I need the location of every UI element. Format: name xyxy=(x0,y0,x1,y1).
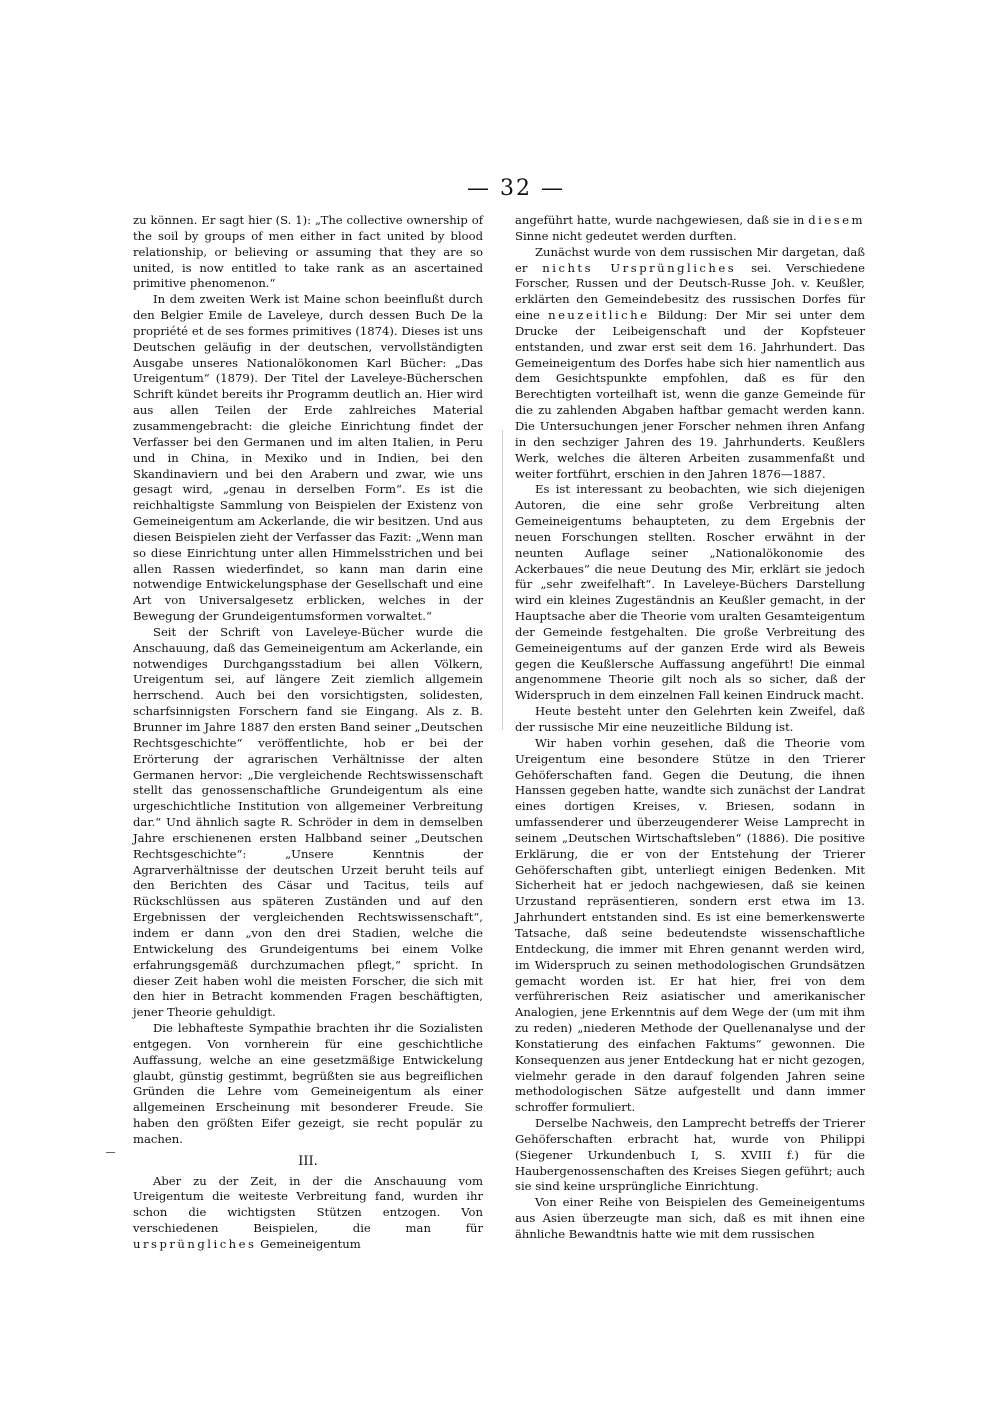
paragraph: Derselbe Nachweis, den Lamprecht betreffs der Trierer Gehöferschaften erbracht hat, wurde von Philippi (Siegener Urkundenbuch I, S. XVIII f.) für die Haubergenossenschaften des Kreises Siegen geführt; auch sie sind keine ursprüngliche Einrichtung. xyxy=(515,1116,865,1194)
text-run: Sinne nicht gedeutet werden durften. xyxy=(515,228,737,243)
emphasis-spaced: neuzeitliche xyxy=(548,308,650,323)
section-heading: III. xyxy=(298,1153,318,1169)
paragraph: Die lebhafteste Sympathie brachten ihr die Sozialisten entgegen. Von vornherein für eine geschichtliche Auffassung, welche an eine gesetzmäßige Entwickelung glaubt, günstig gestimmt, begrüßten sie aus begreiflichen Gründen die Lehre vom Gemeineigentum als einer allgemeinen Erscheinung mit besonderer Freude. Sie haben den größten Eifer gezeigt, sie recht populär zu machen. xyxy=(133,1021,483,1146)
paragraph: Seit der Schrift von Laveleye-Bücher wurde die Anschauung, daß das Gemeineigentum am Ackerlande, ein notwendiges Durchgangsstadium bei allen Völkern, Ureigentum sei, auf längere Zeit ziemlich allgemein herrschend. Auch bei den vorsichtigsten, solidesten, scharfsinnigsten Forschern fand sie Eingang. Als z. B. Brunner im Jahre 1887 den ersten Band seiner „Deutschen Rechtsgeschichte“ veröffentlichte, hob er bei der Erörterung der agrarischen Verhältnisse der alten Germanen hervor: „Die vergleichende Rechtswissenschaft stellt das genossenschaftliche Grundeigentum als eine urgeschichtliche Institution von allgemeiner Verbreitung dar.“ Und ähnlich sagte R. Schröder in dem in demselben Jahre erschienenen ersten Halbband seiner „Deutschen Rechtsgeschichte“: „Unsere Kenntnis der Agrarverhältnisse der deutschen Urzeit beruht teils auf den Berichten des Cäsar und Tacitus, teils auf Rückschlüssen aus späteren Zuständen und auf den Ergebnissen der vergleichenden Rechtswissenschaft“, indem er dann „von den drei Stadien, welche die Entwickelung des Grundeigentums bei einem Volke erfahrungsgemäß durchzumachen pflegt,“ spricht. In dieser Zeit haben wohl die meisten Forscher, die sich mit den hier in Betracht kommenden Fragen beschäftigten, jener Theorie gehuldigt. xyxy=(133,624,483,1020)
text-run: sei. Verschiedene Forscher, Russen und der Deutsch-Russe Joh. v. Keußler, erklärten den Gemeindebesitz des russischen Dorfes für eine xyxy=(515,260,865,323)
left-column xyxy=(133,213,483,1253)
emphasis-spaced: nichts Ursprüngliches xyxy=(542,260,737,275)
text-run: angeführt hatte, wurde nachgewiesen, daß sie in xyxy=(515,213,809,227)
text-run: Aber zu der Zeit, in der die Anschauung vom Ureigentum die weiteste Verbreitung fand, wurden ihr schon die wichtigsten Stützen entzogen. Von verschiedenen Beispielen, die man für xyxy=(133,1173,483,1236)
paragraph: Wir haben vorhin gesehen, daß die Theorie vom Ureigentum eine besondere Stütze in den Trierer Gehöferschaften fand. Gegen die Deutung, die ihnen Hanssen gegeben hatte, wandte sich zunächst der Landrat eines dortigen Kreises, v. Briesen, sodann in umfassenderer und überzeugenderer Weise Lamprecht in seinem „Deutschen Wirtschaftsleben“ (1886). Die positive Erklärung, die er von der Entstehung der Trierer Gehöferschaften gibt, unterliegt einigen Bedenken. Mit Sicherheit hat er jedoch nachgewiesen, daß sie keinen Urzustand repräsentieren, sondern erst etwa im 13. Jahrhundert entstanden sind. Es ist eine bemerkenswerte Tatsache, daß seine bedeutendste wissenschaftliche Entdeckung, die immer mit Ehren genannt werden wird, im Widerspruch zu seinen methodologischen Grundsätzen gemacht worden ist. Er hat hier, frei von dem verführerischen Reiz asiatischer und amerikanischer Analogien, jene Erkenntnis auf dem Wege der (um mit ihm zu reden) „niederen Methode der Quellenanalyse und der Konstatierung des einfachen Faktums“ gewonnen. Die Konsequenzen aus jener Entdeckung hat er nicht gezogen, vielmehr gerade in den darauf folgenden Jahren seine methodologischen Sätze aufgestellt und dann immer schroffer formuliert. xyxy=(515,735,865,1115)
margin-mark xyxy=(106,1152,115,1153)
paragraph xyxy=(515,245,865,483)
paragraph: Es ist interessant zu beobachten, wie sich diejenigen Autoren, die eine sehr große Verbreitung alten Gemeineigentums behaupteten, zu dem Ergebnis der neuen Forschungen stellten. Roscher erwähnt in der neunten Auflage seiner „Nationalökonomie des Ackerbaues“ die neue Deutung des Mir, erklärt sie jedoch für „sehr zweifelhaft“. In Laveleye-Büchers Darstellung wird ein kleines Zugeständnis an Keußler gemacht, in der Hauptsache aber die Theorie vom uralten Gesamteigentum der Gemeinde festgehalten. Die große Verbreitung des Gemeineigentums auf der ganzen Erde wird als Beweis gegen die Keußlersche Auffassung angeführt! Die einmal angenommene Theorie gilt noch als so sicher, daß der Widerspruch in dem einzelnen Fall keinen Eindruck macht. xyxy=(515,482,865,703)
paragraph: Von einer Reihe von Beispielen des Gemeineigentums aus Asien überzeugte man sich, daß es mit ihnen eine ähnliche Bewandtnis hatte wie mit dem russischen xyxy=(515,1195,865,1241)
text-run: Zunächst wurde von dem russischen Mir dargetan, daß er xyxy=(515,244,865,275)
paragraph: In dem zweiten Werk ist Maine schon beeinflußt durch den Belgier Emile de Laveleye, durch dessen Buch De la propriété et de ses formes primitives (1874). Dieses ist uns Deutschen geläufig in der deutschen, vervollständigten Ausgabe unseres Nationalökonomen Karl Bücher: „Das Ureigentum“ (1879). Der Titel der Laveleye-Bücherschen Schrift kündet bereits ihr Programm deutlich an. Hier wird aus allen Teilen der Erde zahlreiches Material zusammengebracht: die gleiche Einrichtung findet der Verfasser bei den Germanen und im alten Italien, in Peru und in China, in Mexiko und in Indien, bei den Skandinaviern und bei den Arabern und zwar, wie uns gesagt wird, „genau in derselben Form“. Es ist die reichhaltigste Sammlung von Beispielen der Existenz von Gemeineigentum am Ackerlande, die wir besitzen. Und aus diesen Beispielen zieht der Verfasser das Fazit: „Wenn man so diese Einrichtung unter allen Himmelsstrichen und bei allen Rassen wiederfindet, so kann man darin eine notwendige Entwickelungsphase der Gesellschaft und eine Art von Universalgesetz erblicken, welches in der Bewegung der Grundeigentumsformen vorwaltet.“ xyxy=(133,292,483,624)
right-column xyxy=(515,213,865,1243)
text-run: Gemeineigentum xyxy=(256,1237,361,1251)
paragraph xyxy=(515,213,865,245)
paragraph: Heute besteht unter den Gelehrten kein Zweifel, daß der russische Mir eine neuzeitliche Bildung ist. xyxy=(515,704,865,734)
paragraph xyxy=(133,1174,483,1253)
emphasis-spaced: ursprüngliches xyxy=(133,1237,257,1251)
text-run: Bildung: Der Mir sei unter dem Drucke der Leibeigenschaft und der Kopfsteuer entstanden, und zwar erst seit dem 16. Jahrhundert. Das Gemeineigentum des Dorfes habe sich hier namentlich aus dem Gesichtspunkte empfohlen, daß es für den Berechtigten vorteilhaft ist, wenn die ganze Gemeinde für die zu zahlenden Abgaben haftbar gemacht werden kann. Die Untersuchungen jener Forscher nehmen ihren Anfang in den sechziger Jahren des 19. Jahrhunderts. Keußlers Werk, welches die älteren Arbeiten zusammenfaßt und weiter fortführt, erschien in den Jahren 1876—1887. xyxy=(515,308,865,481)
page-number: — 32 — xyxy=(467,176,565,201)
emphasis-spaced: diesem xyxy=(808,213,865,227)
column-divider xyxy=(502,430,503,730)
paragraph: zu können. Er sagt hier (S. 1): „The collective ownership of the soil by groups of men either in fact united by blood relationship, or believing or assuming that they are so united, is now entitled to take rank as an ascertained primitive phenomenon.“ xyxy=(133,213,483,291)
